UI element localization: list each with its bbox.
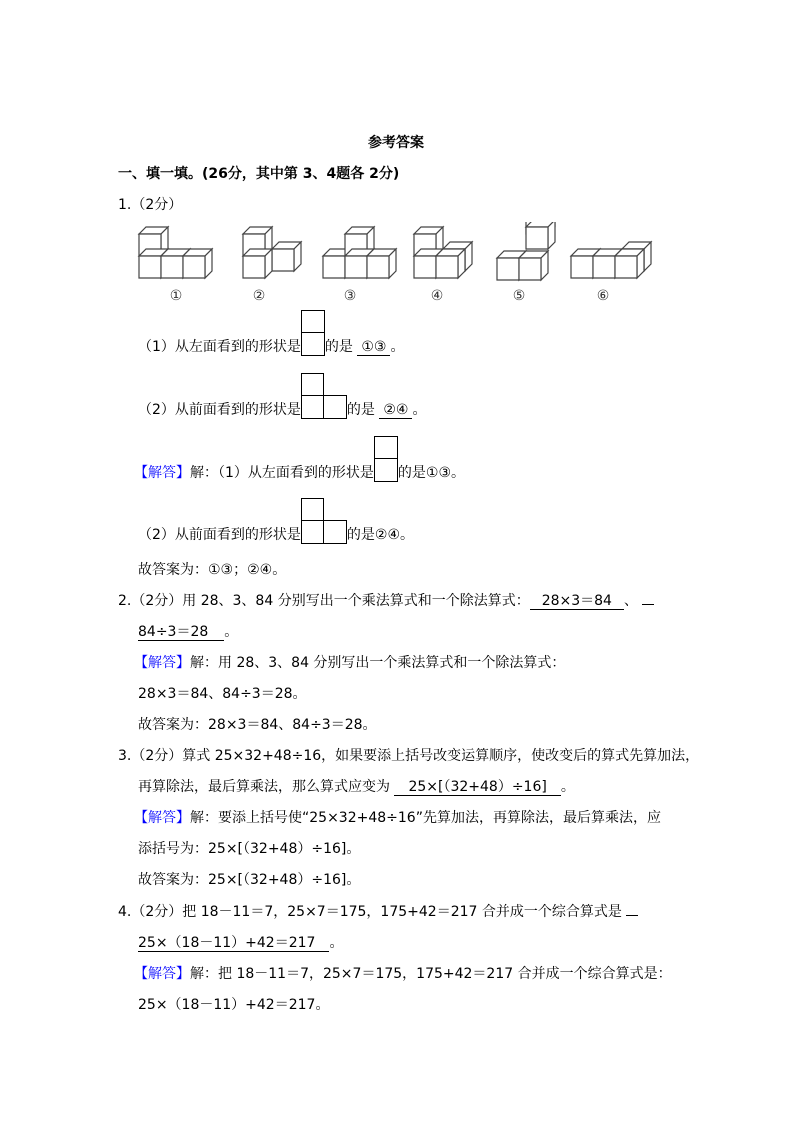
figure-label: ⑥: [596, 288, 610, 304]
answer-tag: 【解答】: [134, 810, 190, 826]
answer-tag: 【解答】: [134, 465, 190, 481]
cube: [526, 222, 555, 249]
vertical-two-squares-icon: [374, 436, 398, 482]
q2-final: 故答案为：28×3＝84、84÷3＝28。: [138, 717, 377, 733]
q1-part2: [138, 373, 426, 419]
question-2: [118, 592, 654, 610]
q3-solution-1: [134, 809, 661, 827]
figure-label: ①: [169, 288, 183, 304]
solution-text: 的是②④。: [346, 527, 415, 543]
q1-final: 故答案为：①③；②④。: [138, 562, 287, 578]
q2-answer-2: 84÷3＝28: [138, 624, 224, 641]
figure-label: ④: [430, 288, 444, 304]
q1-part1-suffix: 的是: [324, 339, 353, 355]
q1-solution-1: [134, 436, 465, 482]
section-heading: 一、填一填。(26分，其中第 3、4题各 2分): [118, 166, 400, 182]
solution-text: 解：把 18－11＝7，25×7＝175，175+42＝217 合并成一个综合算式是：: [190, 966, 672, 982]
question-4: [118, 903, 638, 921]
q2-answer-1: 28×3＝84: [530, 593, 624, 610]
question-text: 再算除法，最后算乘法，那么算式应变为: [138, 779, 390, 795]
period: 。: [390, 339, 405, 355]
answer-tag: 【解答】: [134, 966, 190, 982]
question-text: 2.（2分）用 28、3、84 分别写出一个乘法算式和一个除法算式：: [118, 593, 530, 609]
solution-text: 解：要添上括号使“25×32+48÷16”先算加法，再算除法，最后算乘法，应: [190, 810, 661, 826]
q1-part1: [138, 310, 404, 356]
question-3: 3.（2分）算式 25×32+48÷16，如果要添上括号改变运算顺序，使改变后的算式先算加法，: [118, 748, 700, 764]
period: 。: [329, 935, 344, 951]
q3-final: 故答案为：25×[（32+48）÷16]。: [138, 872, 361, 888]
page-title: 参考答案: [368, 135, 424, 151]
q2-line2: [138, 623, 238, 641]
figure-label: ②: [252, 288, 266, 304]
q1-part2-suffix: 的是: [346, 402, 375, 418]
figure-label: ③: [343, 288, 357, 304]
cube-figures: [130, 222, 670, 304]
cube: [183, 249, 212, 278]
separator: 、: [623, 593, 638, 609]
q4-line2: [138, 934, 343, 952]
solution-text: 解：用 28、3、84 分别写出一个乘法算式和一个除法算式：: [190, 655, 566, 671]
q3-line2: [138, 778, 575, 796]
l-shape-squares-icon: [301, 373, 347, 419]
cube: [436, 249, 465, 278]
solution-text: （2）从前面看到的形状是: [138, 527, 301, 543]
period: 。: [224, 624, 239, 640]
figure-label: ⑤: [512, 288, 526, 304]
q3-answer: 25×[（32+48）÷16]: [394, 779, 560, 796]
q1-solution-2: [138, 498, 414, 544]
q2-solution-2: 28×3＝84、84÷3＝28。: [138, 686, 307, 702]
cube: [367, 249, 396, 278]
cube-drawings: [130, 222, 670, 288]
period: 。: [560, 779, 575, 795]
period: 。: [412, 402, 427, 418]
q1-part2-text: （2）从前面看到的形状是: [138, 402, 301, 418]
q4-answer: 25×（18－11）+42＝217: [138, 935, 329, 952]
question-text: 4.（2分）把 18－11＝7，25×7＝175，175+42＝217 合并成一个综合算式是: [118, 904, 622, 920]
cube: [243, 249, 272, 278]
q1-part2-answer: ②④: [379, 402, 412, 419]
l-shape-squares-icon: [301, 498, 347, 544]
answer-tag: 【解答】: [134, 655, 190, 671]
cube: [272, 242, 301, 271]
q4-solution-2: 25×（18－11）+42＝217。: [138, 997, 330, 1013]
solution-text: 的是①③。: [397, 465, 466, 481]
solution-text: 解：（1）从左面看到的形状是: [190, 465, 374, 481]
cube: [615, 249, 644, 278]
q4-solution-1: [134, 965, 672, 983]
q1-part1-text: （1）从左面看到的形状是: [138, 339, 301, 355]
q2-solution-1: [134, 654, 565, 672]
question-1-number: 1.（2分）: [118, 197, 183, 213]
vertical-two-squares-icon: [301, 310, 325, 356]
q1-part1-answer: ①③: [357, 339, 390, 356]
q3-solution-2: 添括号为：25×[（32+48）÷16]。: [138, 841, 361, 857]
cube: [519, 251, 548, 280]
